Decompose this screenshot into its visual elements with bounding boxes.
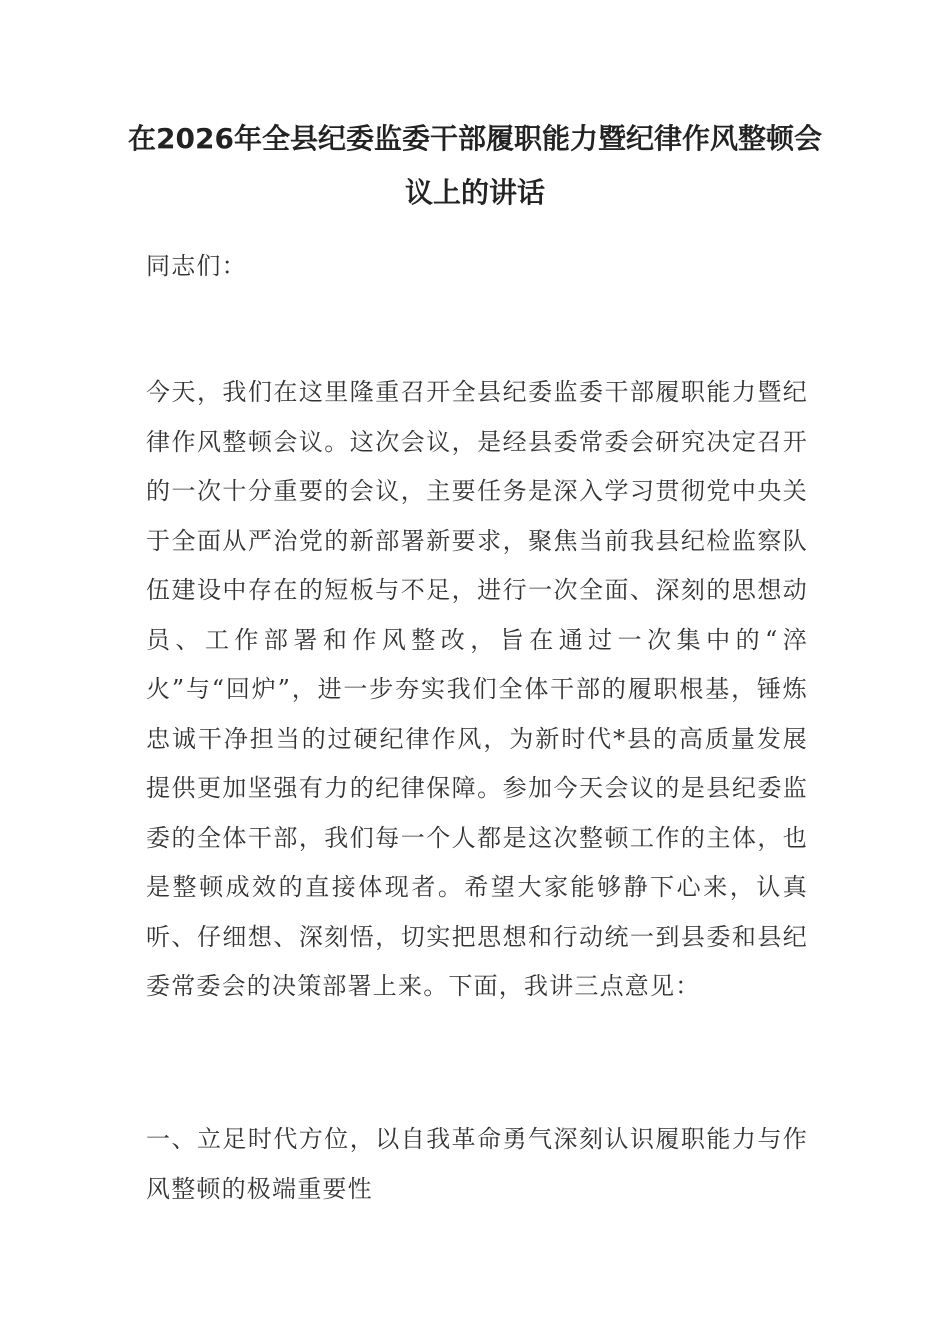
intro-paragraph: 今天，我们在这里隆重召开全县纪委监委干部履职能力暨纪律作风整顿会议。这次会议，是经县委常委会研究决定召开的一次十分重要的会议，主要任务是深入学习贯彻党中央关于全面从严治党的新部署新要求，聚焦当前我县纪检监察队伍建设中存在的短板与不足，进行一次全面、深刻的思想动员、工作部署和作风整改，旨在通过一次集中的“淬火”与“回炉”，进一步夯实我们全体干部的履职根基，锤炼忠诚干净担当的过硬纪律作风，为新时代*县的高质量发展提供更加坚强有力的纪律保障。参加今天会议的是县纪委监委的全体干部，我们每一个人都是这次整顿工作的主体，也是整顿成效的直接体现者。希望大家能够静下心来，认真听、仔细想、深刻悟，切实把思想和行动统一到县委和县纪委常委会的决策部署上来。下面，我讲三点意见：	[146, 378, 808, 1000]
document-title: 在2026年全县纪委监委干部履职能力暨纪律作风整顿会议上的讲话	[128, 122, 822, 209]
salutation: 同志们：	[146, 252, 247, 280]
section-heading-1: 一、立足时代方位，以自我革命勇气深刻认识履职能力与作风整顿的极端重要性	[146, 1125, 808, 1203]
